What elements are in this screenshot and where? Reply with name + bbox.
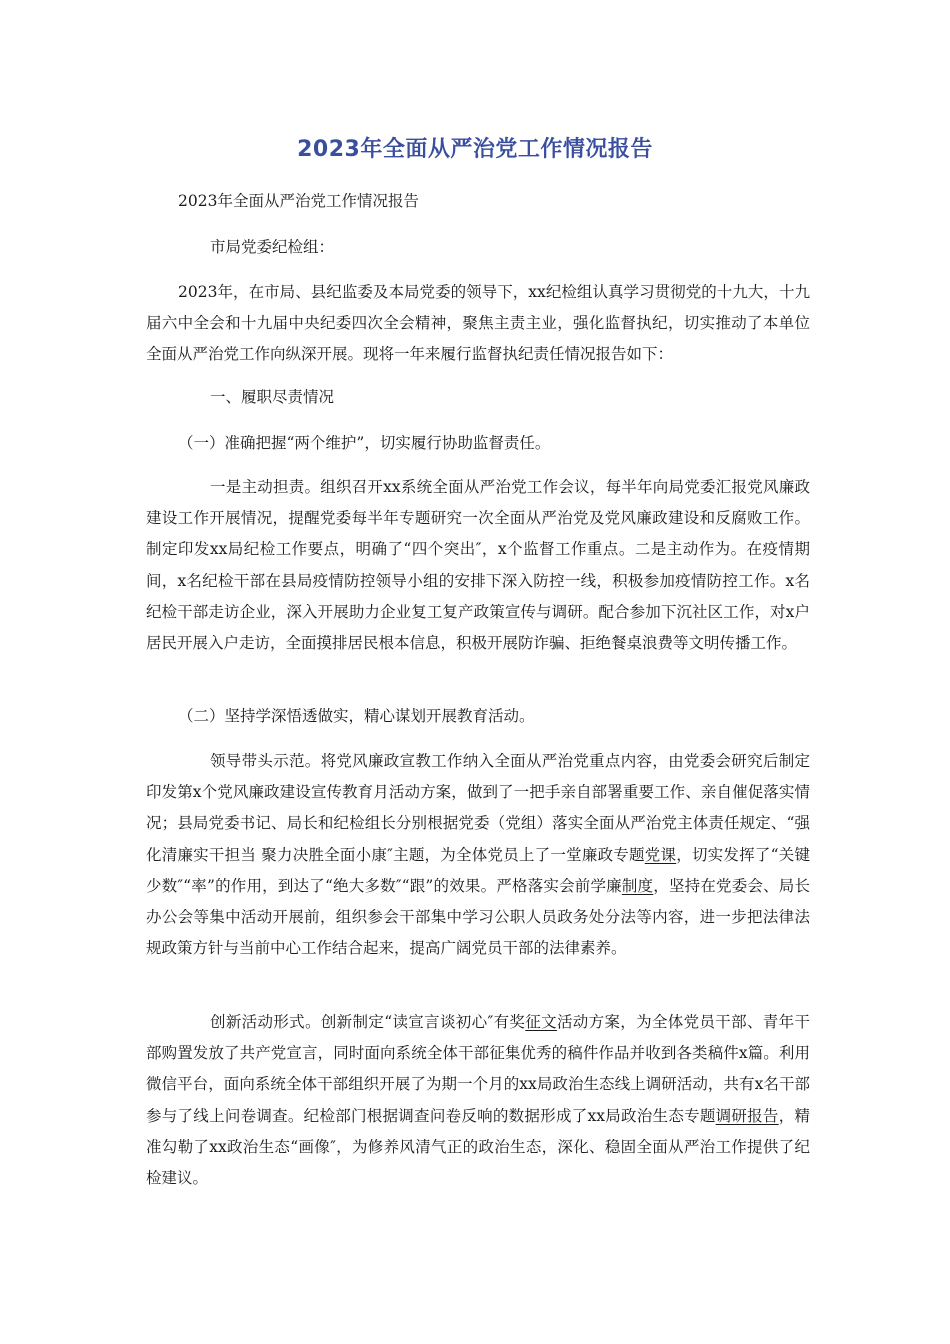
- subsection-heading-2: （二）坚持学深悟透做实，精心谋划开展教育活动。: [178, 707, 535, 725]
- document-title: 2023年全面从严治党工作情况报告: [297, 137, 653, 162]
- text-run: ，切实发挥了“关键少数″“率”的作用，到达了“绝大多数″“跟”的效果。严格落实会前学廉: [146, 845, 810, 895]
- document-subtitle: 2023年全面从严治党工作情况报告: [178, 192, 419, 210]
- subsection-2-paragraph-2: [146, 1007, 810, 1194]
- subsection-body-1: 一是主动担责。组织召开xx系统全面从严治党工作会议，每半年向局党委汇报党风廉政建设工作开展情况，提醒党委每半年专题研究一次全面从严治党及党风廉政建设和反腐败工作。制定印发xx局纪检工作要点，明确了“四个突出″，x个监督工作重点。二是主动作为。在疫情期间，x名纪检干部在县局疫情防控领导小组的安排下深入防控一线，积极参加疫情防控工作。x名纪检干部走访企业，深入开展助力企业复工复产政策宣传与调研。配合参加下沉社区工作，对x户居民开展入户走访，全面摸排居民根本信息，积极开展防诈骗、拒绝餐桌浪费等文明传播工作。: [146, 478, 810, 653]
- underlined-term: 党课: [644, 845, 677, 864]
- addressee-line: 市局党委纪检组：: [210, 238, 335, 256]
- subsection-heading-1: （一）准确把握“两个维护”，切实履行协助监督责任。: [178, 434, 551, 452]
- underlined-term: 征文: [525, 1013, 557, 1031]
- section-heading: 一、履职尽责情况: [210, 388, 335, 406]
- subsection-2-paragraph-1: [146, 746, 810, 964]
- text-run: ，坚持在党委会、局长办公会等集中活动开展前，组织参会干部集中学习公职人员政务处分法等内容，进一步把法律法规政策方针与当前中心工作结合起来，提高广阔党员干部的法律素养。: [146, 876, 810, 958]
- underlined-term: 制度: [621, 876, 654, 895]
- text-run: 创新活动形式。创新制定“读宣言谈初心″有奖: [210, 1013, 526, 1031]
- text-run: 活动方案，为全体党员干部、青年干部购置发放了共产党宣言，同时面向系统全体干部征集优秀的稿件作品并收到各类稿件x篇。利用微信平台，面向系统全体干部组织开展了为期一个月的xx局政治生态线上调研活动，共有x名干部参与了线上问卷调查。纪检部门根据调查问卷反响的数据形成了xx局政治生态专题: [146, 1013, 810, 1125]
- text-run: ，精准勾勒了xx政治生态“画像″，为修养风清气正的政治生态，深化、稳固全面从严治工作提供了纪检建议。: [146, 1106, 810, 1188]
- underlined-term: 调研报告: [715, 1106, 779, 1125]
- text-run: 领导带头示范。将党风廉政宣教工作纳入全面从严治党重点内容，由党委会研究后制定印发第x个党风廉政建设宣传教育月活动方案，做到了一把手亲自部署重要工作、亲自催促落实情况；县局党委书记、局长和纪检组长分别根据党委（党组）落实全面从严治党主体责任规定、“强化清廉实干担当 聚力决胜全面小康″主题，为全体党员上了一堂廉政专题: [146, 752, 810, 864]
- intro-paragraph: 2023年，在市局、县纪监委及本局党委的领导下，xx纪检组认真学习贯彻党的十九大，十九届六中全会和十九届中央纪委四次全会精神，聚焦主责主业，强化监督执纪，切实推动了本单位全面从严治党工作向纵深开展。现将一年来履行监督执纪责任情况报告如下：: [146, 283, 810, 364]
